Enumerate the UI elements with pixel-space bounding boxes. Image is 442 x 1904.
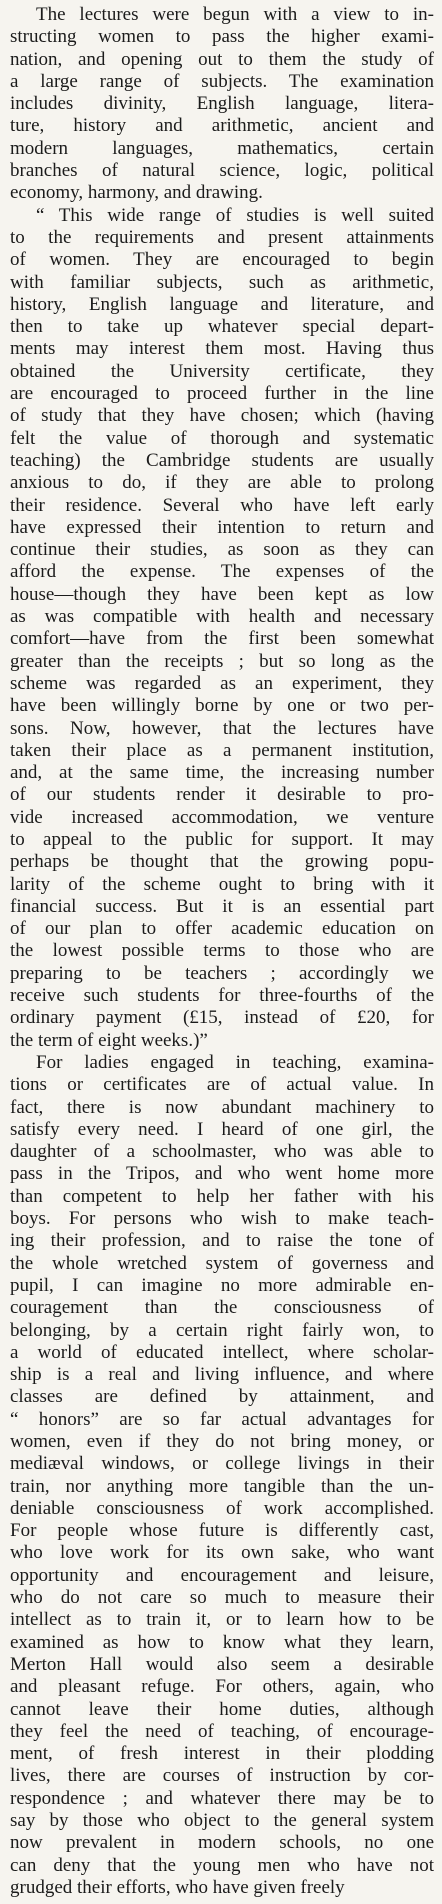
text-line: to the requirements and present attainments: [10, 226, 434, 248]
text-line: pass in the Tripos, and who went home more: [10, 1163, 434, 1185]
text-line: pupil, I can imagine no more admirable en-: [10, 1274, 434, 1296]
text-line: continue their studies, as soon as they can: [10, 539, 434, 561]
text-line: opportunity and encouragement and leisure,: [10, 1564, 434, 1586]
text-line: grudged their efforts, who have given freely: [10, 1876, 345, 1898]
text-line: say by those who object to the general system: [10, 1810, 434, 1832]
text-line: deniable consciousness of work accomplished.: [10, 1497, 434, 1519]
text-line: taken their place as a permanent institution,: [10, 739, 434, 761]
text-line: felt the value of thorough and systematic: [10, 427, 434, 449]
text-line: Merton Hall would also seem a desirable: [10, 1653, 434, 1675]
text-line: to appeal to the public for support. It may: [10, 828, 434, 850]
text-line: the whole wretched system of governess and: [10, 1252, 434, 1274]
text-line: a world of educated intellect, where scholar-: [10, 1341, 434, 1363]
article-column: [10, 4, 434, 1899]
text-line: fact, there is now abundant machinery to: [10, 1096, 434, 1118]
text-line: preparing to be teachers ; accordingly we: [10, 962, 434, 984]
text-line: branches of natural science, logic, political: [10, 160, 434, 182]
text-line: then to take up whatever special depart-: [10, 316, 434, 338]
text-line: greater than the receipts ; but so long as the: [10, 650, 434, 672]
text-line: ture, history and arithmetic, ancient and: [10, 115, 434, 137]
text-line: now prevalent in modern schools, no one: [10, 1832, 434, 1854]
paragraph: [10, 205, 434, 1052]
text-line: as was compatible with health and necessary: [10, 606, 434, 628]
text-line: and pleasant refuge. For others, again, who: [10, 1676, 434, 1698]
text-line: perhaps be thought that the growing popu-: [10, 851, 434, 873]
text-line: mediæval windows, or college livings in their: [10, 1453, 434, 1475]
text-line: who do not care so much to measure their: [10, 1587, 434, 1609]
text-line: modern languages, mathematics, certain: [10, 137, 434, 159]
text-line: of our students render it desirable to pro-: [10, 784, 434, 806]
text-line: are encouraged to proceed further in the line: [10, 383, 434, 405]
text-line: examined as how to know what they learn,: [10, 1631, 434, 1653]
text-line: obtained the University certificate, they: [10, 360, 434, 382]
text-line: classes are defined by attainment, and: [10, 1386, 434, 1408]
text-line: cannot leave their home duties, although: [10, 1698, 434, 1720]
text-line: satisfy every need. I heard of one girl, the: [10, 1118, 434, 1140]
text-line: history, English language and literature, and: [10, 293, 434, 315]
text-line: couragement than the consciousness of: [10, 1297, 434, 1319]
text-line: have been willingly borne by one or two per-: [10, 695, 434, 717]
text-line: belonging, by a certain right fairly won, to: [10, 1319, 434, 1341]
text-line: scheme was regarded as an experiment, they: [10, 672, 434, 694]
text-line: larity of the scheme ought to bring with it: [10, 873, 434, 895]
text-line: financial success. But it is an essential part: [10, 895, 434, 917]
text-line: For ladies engaged in teaching, examina-: [36, 1051, 434, 1073]
text-line: of study that they have chosen; which (having: [10, 405, 434, 427]
paragraph: [10, 1052, 434, 1899]
paragraph: [10, 4, 434, 205]
text-line: includes divinity, English language, litera-: [10, 93, 434, 115]
text-line: boys. For persons who wish to make teach-: [10, 1208, 434, 1230]
text-line: of women. They are encouraged to begin: [10, 249, 434, 271]
text-line: who love work for its own sake, who want: [10, 1542, 434, 1564]
text-line: ments may interest them most. Having thus: [10, 338, 434, 360]
text-line: of our plan to offer academic education on: [10, 918, 434, 940]
text-line: vide increased accommodation, we venture: [10, 806, 434, 828]
text-line: the lowest possible terms to those who are: [10, 940, 434, 962]
text-line: sons. Now, however, that the lectures have: [10, 717, 434, 739]
text-line: they feel the need of teaching, of encourage-: [10, 1720, 434, 1742]
text-line: The lectures were begun with a view to in-: [36, 4, 434, 25]
text-line: house—though they have been kept as low: [10, 583, 434, 605]
text-line: with familiar subjects, such as arithmetic,: [10, 271, 434, 293]
text-line: “ honors” are so far actual advantages for: [10, 1408, 434, 1430]
text-line: structing women to pass the higher exami-: [10, 26, 434, 48]
text-line: a large range of subjects. The examination: [10, 70, 434, 92]
text-line: ment, of fresh interest in their plodding: [10, 1743, 434, 1765]
text-line: and, at the same time, the increasing number: [10, 762, 434, 784]
text-line: teaching) the Cambridge students are usually: [10, 449, 434, 471]
text-line: than competent to help her father with his: [10, 1185, 434, 1207]
text-line: lives, there are courses of instruction by cor-: [10, 1765, 434, 1787]
text-line: comfort—have from the first been somewhat: [10, 628, 434, 650]
text-line: can deny that the young men who have not: [10, 1854, 434, 1876]
text-line: women, even if they do not bring money, or: [10, 1431, 434, 1452]
text-line: anxious to do, if they are able to prolong: [10, 472, 434, 494]
text-line: daughter of a schoolmaster, who was able to: [10, 1141, 434, 1163]
text-line: tions or certificates are of actual value. In: [10, 1074, 434, 1096]
text-line: train, nor anything more tangible than the un-: [10, 1475, 434, 1497]
text-line: ordinary payment (£15, instead of £20, for: [10, 1007, 434, 1029]
text-line: For people whose future is differently cast,: [10, 1520, 434, 1542]
text-line: receive such students for three-fourths of the: [10, 985, 434, 1007]
text-line: ing their profession, and to raise the tone of: [10, 1230, 434, 1252]
text-line: their residence. Several who have left early: [10, 494, 434, 516]
text-line: “ This wide range of studies is well suited: [36, 204, 434, 226]
text-line: ship is a real and living influence, and where: [10, 1364, 434, 1386]
text-line: intellect as to train it, or to learn how to be: [10, 1609, 434, 1631]
text-line: have expressed their intention to return and: [10, 516, 434, 538]
text-line: economy, harmony, and drawing.: [10, 182, 263, 204]
text-line: nation, and opening out to them the study of: [10, 48, 434, 70]
text-line: afford the expense. The expenses of the: [10, 561, 434, 583]
text-line: the term of eight weeks.)”: [10, 1029, 208, 1051]
text-line: respondence ; and whatever there may be to: [10, 1787, 434, 1809]
